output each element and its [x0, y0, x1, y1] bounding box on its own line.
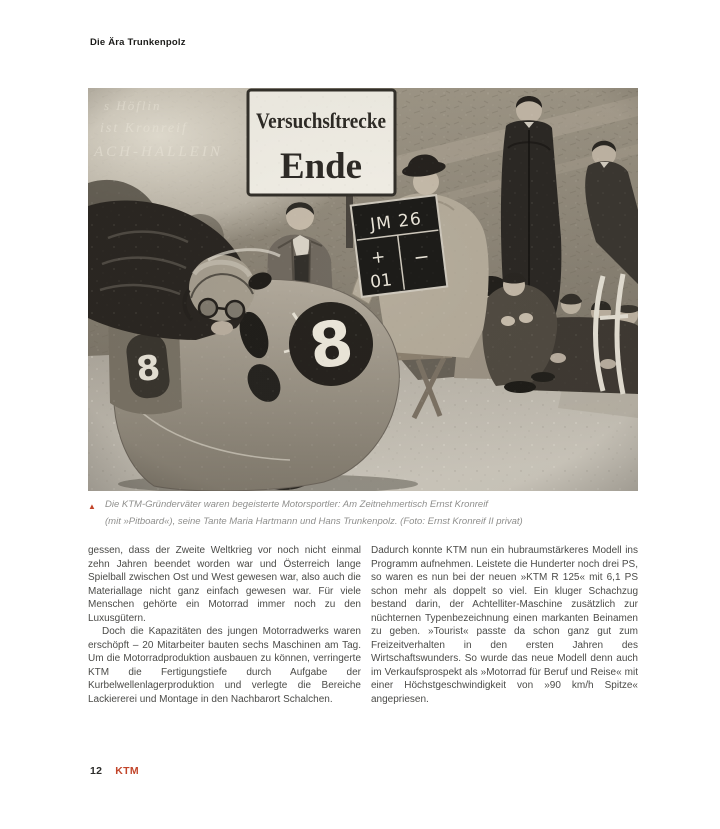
paragraph: Dadurch konnte KTM nun ein hubraumstärkeres Modell ins Programm aufnehmen. Leistete die Hunderter noch drei PS, so waren es nun bei der neuen »KTM R 125« mit 6,1 PS schon mehr als doppelt so viel. Ein kluger Schachzug bestand darin, der Achtelliter-Maschine zusätzlich zur nüchternen Typenbezeichnung einen markanten Beinamen zu geben. »Tourist« passte da schon ganz gut zum Freizeitverhalten in den ersten Jahren des Wirtschaftswunders. So wurde das neue Modell denn auch im Verkaufsprospekt als »Motorrad für Beruf und Reise« mit einer Höchstgeschwindigkeit von »90 km/h Spitze« angepriesen.	[371, 545, 638, 705]
photo-illustration	[88, 88, 638, 491]
body-text	[88, 544, 638, 706]
photo-caption	[88, 496, 640, 530]
paragraph: Doch die Kapazitäten des jungen Motorradwerks waren erschöpft – 20 Mitarbeiter bauten sechs Maschinen am Tag. Um die Motorradproduktion ausbauen zu können, verringerte KTM die Fertigungstiefe durch Aufgabe der Kurbelwellenlagerproduktion und verlegte die Bereiche Lackiererei und Montage in den Nachbarort Schalchen.	[88, 626, 361, 705]
running-head: Die Ära Trunkenpolz	[90, 37, 186, 48]
column-left	[88, 544, 361, 706]
caption-line1: Die KTM-Gründerväter waren begeisterte Motorsportler: Am Zeitnehmertisch Ernst Kronreif	[105, 499, 488, 510]
column-right	[371, 544, 638, 706]
vignette	[88, 88, 638, 491]
chapter-brand: KTM	[115, 765, 139, 777]
paragraph: gessen, dass der Zweite Weltkrieg vor noch nicht einmal zehn Jahren beendet worden war und Österreich lange Spielball zwischen Ost und West gewesen war, also auch die Materiallage nicht ganz einfach gewesen war. Für viele Menschen gehörte ein Motorrad immer noch zu den Luxusgütern.	[88, 545, 361, 624]
page-number: 12	[90, 765, 103, 777]
caption-line2: (mit »Pitboard«), seine Tante Maria Hartmann und Hans Trunkenpolz. (Foto: Ernst Kronreif II privat)	[105, 516, 523, 527]
page-footer	[90, 765, 139, 777]
caption-triangle-icon: ▲	[88, 502, 96, 511]
historic-photograph	[88, 88, 638, 491]
